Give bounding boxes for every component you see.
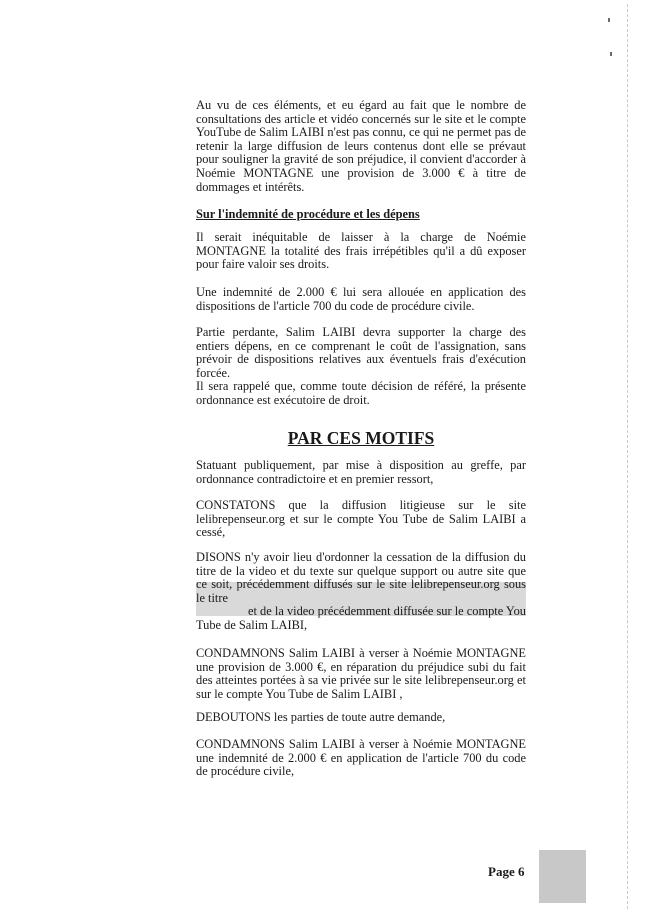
paragraph-inequitable: Il serait inéquitable de laisser à la charge de Noémie MONTAGNE la totalité des frais irrépétibles qu'il a dû exposer pour faire valoir ses droits. <box>196 230 526 272</box>
paragraph-deboutons: DEBOUTONS les parties de toute autre demande, <box>196 710 446 724</box>
paragraph-constatons: CONSTATONS que la diffusion litigieuse sur le site lelibrepenseur.org et sur le compte You Tube de Salim LAIBI a cessé, <box>196 498 526 540</box>
section-heading-costs: Sur l'indemnité de procédure et les dépens <box>196 207 420 221</box>
section-title-motifs: PAR CES MOTIFS <box>287 428 435 448</box>
disons-text-continued: et de la video précédemment diffusée sur le compte You Tube de Salim LAIBI, <box>196 604 526 632</box>
corner-grey-box <box>539 850 586 903</box>
paragraph-ruling: Statuant publiquement, par mise à disposition au greffe, par ordonnance contradictoire et en premier ressort, <box>196 458 526 486</box>
paragraph-executory: Il sera rappelé que, comme toute décision de référé, la présente ordonnance est exécutoire de droit. <box>196 379 526 407</box>
paragraph-damages: Au vu de ces éléments, et eu égard au fait que le nombre de consultations des article et vidéo concernés sur le site et le compte YouTube de Salim LAIBI n'est pas connu, ce qui ne permet pas de retenir la large diffusion de leurs contenus dont elle se prévaut pour souligner la gravité de son préjudice, il convient d'accorder à Noémie MONTAGNE une provision de 3.000 € à titre de dommages et intérêts. <box>196 98 526 194</box>
page-number: Page 6 <box>488 864 525 879</box>
scan-mark <box>610 52 612 56</box>
disons-text: DISONS n'y avoir lieu d'ordonner la cessation de la diffusion du titre de la video et du texte sur quelque support ou autre site que ce soit, précédemment diffusés sur le site lelibrepenseur.org sous le titre <box>196 550 526 605</box>
scan-mark <box>608 18 610 22</box>
paragraph-costs: Partie perdante, Salim LAIBI devra supporter la charge des entiers dépens, en ce comprenant le coût de l'assignation, sans prévoir de dispositions relatives aux éventuels frais d'exécution forcée. <box>196 325 526 380</box>
paragraph-disons <box>196 551 526 633</box>
paragraph-indemnity: Une indemnité de 2.000 € lui sera allouée en application des dispositions de l'article 700 du code de procédure civile. <box>196 285 526 313</box>
margin-rule <box>627 4 628 909</box>
paragraph-condamnons-provision: CONDAMNONS Salim LAIBI à verser à Noémie MONTAGNE une provision de 3.000 €, en réparation du préjudice subi du fait des atteintes portées à sa vie privée sur le site lelibrepenseur.org et sur le compte You Tube de Salim LAIBI , <box>196 646 526 701</box>
paragraph-condamnons-indemnity: CONDAMNONS Salim LAIBI à verser à Noémie MONTAGNE une indemnité de 2.000 € en application de l'article 700 du code de procédure civile, <box>196 737 526 779</box>
